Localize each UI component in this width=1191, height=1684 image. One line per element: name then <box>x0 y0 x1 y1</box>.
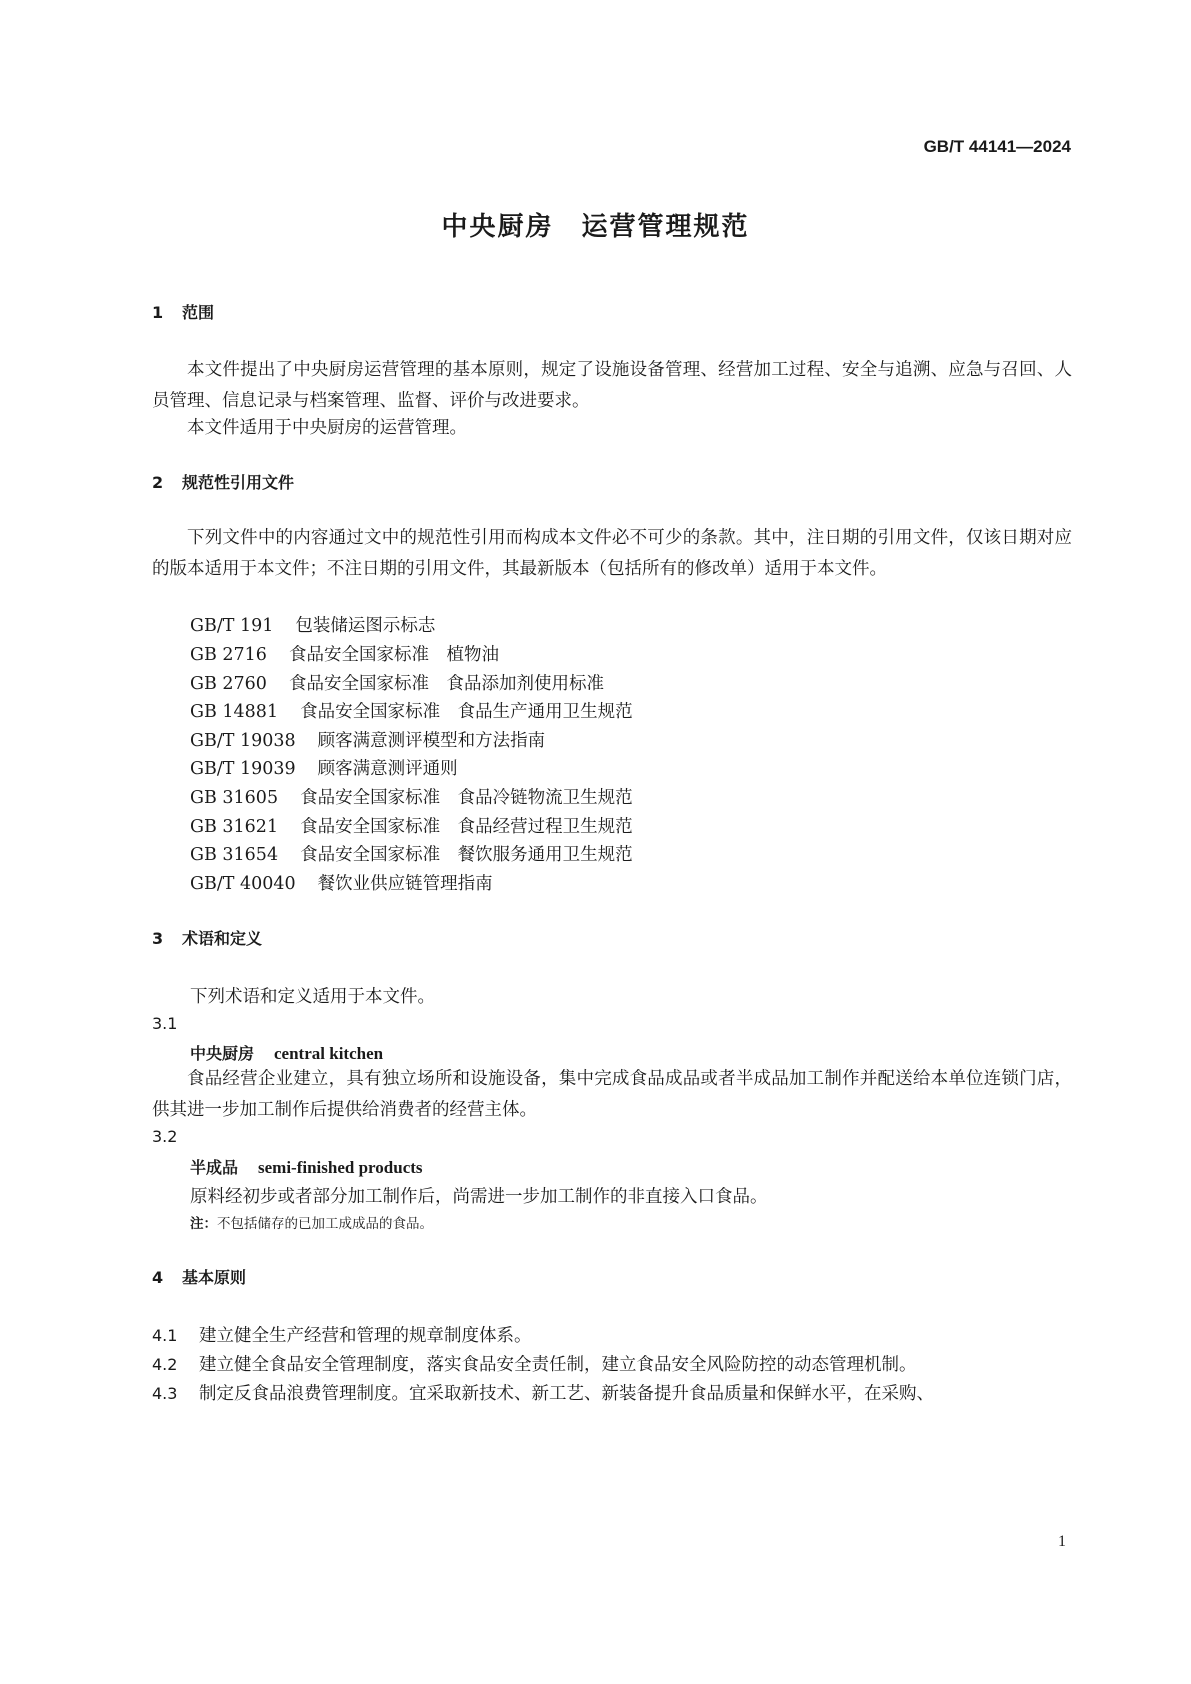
section-title: 规范性引用文件 <box>182 473 295 492</box>
section-number: 1 <box>152 303 164 322</box>
section-number: 2 <box>152 473 164 492</box>
term-3-1-definition: 食品经营企业建立，具有独立场所和设施设备，集中完成食品成品或者半成品加工制作并配送给本单位连锁门店，供其进一步加工制作后提供给消费者的经营主体。 <box>152 1069 1072 1120</box>
term-english: central kitchen <box>274 1044 384 1063</box>
reference-item <box>190 612 435 637</box>
reference-item <box>190 813 633 838</box>
reference-code: GB/T 40040 <box>190 874 296 894</box>
clause-text: 建立健全生产经营和管理的规章制度体系。 <box>199 1326 532 1346</box>
reference-code: GB/T 191 <box>190 616 274 636</box>
section-2-heading <box>152 470 294 493</box>
term-3-2-note <box>190 1212 433 1232</box>
reference-title: 顾客满意测评通则 <box>317 759 458 779</box>
reference-title: 包装储运图示标志 <box>295 616 436 636</box>
section-1-paragraph-2: 本文件适用于中央厨房的运营管理。 <box>187 418 467 438</box>
clause-4-2 <box>152 1351 917 1376</box>
term-3-1-heading <box>190 1041 383 1064</box>
section-number: 4 <box>152 1268 164 1287</box>
reference-item <box>190 727 545 752</box>
clause-text: 制定反食品浪费管理制度。宜采取新技术、新工艺、新装备提升食品质量和保鲜水平，在采购、 <box>199 1384 934 1404</box>
section-title: 范围 <box>182 303 215 322</box>
note-text: 不包括储存的已加工成成品的食品。 <box>217 1216 433 1232</box>
document-title: 中央厨房 运营管理规范 <box>441 212 750 242</box>
term-3-2-number: 3.2 <box>152 1127 178 1146</box>
reference-title: 食品安全国家标准 餐饮服务通用卫生规范 <box>300 845 633 865</box>
section-number: 3 <box>152 929 164 948</box>
clause-4-3 <box>152 1380 934 1405</box>
clause-number: 4.3 <box>152 1384 178 1403</box>
reference-title: 食品安全国家标准 食品生产通用卫生规范 <box>300 702 633 722</box>
reference-code: GB 2760 <box>190 674 267 694</box>
clause-number: 4.1 <box>152 1326 178 1345</box>
reference-item <box>190 698 633 723</box>
section-1-heading <box>152 300 214 323</box>
reference-title: 餐饮业供应链管理指南 <box>317 874 493 894</box>
standard-code: GB/T 44141—2024 <box>923 137 1071 156</box>
reference-title: 食品安全国家标准 食品冷链物流卫生规范 <box>300 788 633 808</box>
reference-item <box>190 755 458 780</box>
note-label: 注： <box>190 1216 217 1232</box>
reference-item <box>190 641 499 666</box>
reference-code: GB 31654 <box>190 845 279 865</box>
page-number: 1 <box>1058 1533 1066 1550</box>
reference-title: 食品安全国家标准 食品经营过程卫生规范 <box>300 817 633 837</box>
section-4-heading <box>152 1265 246 1288</box>
reference-code: GB 31621 <box>190 817 279 837</box>
section-2-paragraph-1: 下列文件中的内容通过文中的规范性引用而构成本文件必不可少的条款。其中，注日期的引用文件，仅该日期对应的版本适用于本文件；不注日期的引用文件，其最新版本（包括所有的修改单）适用于本文件。 <box>152 528 1072 579</box>
term-chinese: 半成品 <box>190 1158 239 1177</box>
reference-code: GB 31605 <box>190 788 279 808</box>
section-3-intro: 下列术语和定义适用于本文件。 <box>190 987 435 1007</box>
term-chinese: 中央厨房 <box>190 1044 255 1063</box>
reference-item <box>190 670 604 695</box>
section-1-paragraph-1: 本文件提出了中央厨房运营管理的基本原则，规定了设施设备管理、经营加工过程、安全与追溯、应急与召回、人员管理、信息记录与档案管理、监督、评价与改进要求。 <box>152 360 1072 411</box>
reference-code: GB/T 19039 <box>190 759 296 779</box>
clause-number: 4.2 <box>152 1355 178 1374</box>
term-3-1-number: 3.1 <box>152 1014 178 1033</box>
reference-code: GB/T 19038 <box>190 731 296 751</box>
reference-code: GB 14881 <box>190 702 279 722</box>
reference-item <box>190 870 493 895</box>
section-3-heading <box>152 926 262 949</box>
clause-text: 建立健全食品安全管理制度，落实食品安全责任制，建立食品安全风险防控的动态管理机制。 <box>199 1355 917 1375</box>
term-english: semi-finished products <box>258 1158 423 1177</box>
reference-item <box>190 841 633 866</box>
reference-item <box>190 784 633 809</box>
section-title: 基本原则 <box>182 1268 247 1287</box>
clause-4-1 <box>152 1322 532 1347</box>
section-title: 术语和定义 <box>182 929 263 948</box>
reference-title: 食品安全国家标准 植物油 <box>288 645 499 665</box>
term-3-2-heading <box>190 1155 423 1178</box>
term-3-2-definition: 原料经初步或者部分加工制作后，尚需进一步加工制作的非直接入口食品。 <box>190 1187 768 1207</box>
reference-code: GB 2716 <box>190 645 267 665</box>
reference-title: 顾客满意测评模型和方法指南 <box>317 731 546 751</box>
reference-title: 食品安全国家标准 食品添加剂使用标准 <box>288 674 604 694</box>
